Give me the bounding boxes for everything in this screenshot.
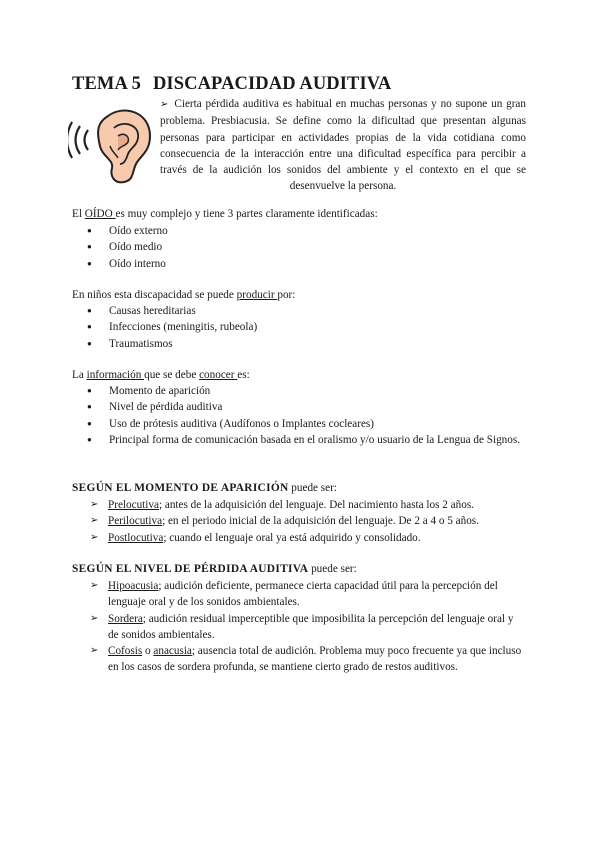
intro-text: Cierta pérdida auditiva es habitual en muchas personas y no supone un gran problema. Presbiacusia. Se define como la dificultad que presentan algunas personas para participar en actividades propias de la vida cotidiana como consecuencia de la interacción entre una dificultad específica para percibir a través de la audición los sonidos del ambiente y el contexto en el que se desenvuelve la persona. — [160, 98, 526, 193]
level-list — [90, 578, 526, 676]
list-item — [90, 578, 526, 611]
moment-heading — [72, 480, 337, 496]
list-item: ● Oído externo — [84, 223, 524, 239]
info-keyword-2: conocer — [199, 369, 238, 381]
list-item — [90, 530, 526, 546]
list-item — [90, 643, 526, 676]
ear-parts-pre: El — [72, 208, 85, 220]
arrow-bullet-icon: ➢ — [90, 580, 99, 591]
definition: ; audición deficiente, permanece cierta capacidad útil para la percepción del lenguaje oral y de los sonidos ambientales. — [108, 580, 498, 609]
moment-heading-text: SEGÚN EL MOMENTO DE APARICIÓN — [72, 482, 289, 494]
definition: ; en el periodo inicial de la adquisición del lenguaje. De 2 a 4 o 5 años. — [162, 515, 479, 528]
list-item: ● Momento de aparición — [84, 383, 524, 399]
arrow-bullet-icon: ➢ — [90, 515, 99, 527]
list-item: ● Causas hereditarias — [84, 303, 524, 319]
connector: o — [142, 645, 154, 658]
term: Sordera — [108, 612, 143, 625]
level-heading-text: SEGÚN EL NIVEL DE PÉRDIDA AUDITIVA — [72, 563, 309, 575]
term: anacusia — [153, 645, 192, 658]
info-post: es: — [237, 369, 250, 381]
arrow-bullet-icon: ➢ — [90, 531, 99, 543]
arrow-bullet-icon: ➢ — [160, 99, 169, 110]
title-number: TEMA 5 — [72, 74, 141, 94]
ear-parts-post: es muy complejo y tiene 3 partes claramente identificadas: — [115, 208, 378, 220]
ear-parts-list — [84, 223, 524, 272]
definition: ; ausencia total de audición. Problema muy poco frecuente ya que incluso en los casos de sordera profunda, se mantiene cierto grado de restos auditivos. — [108, 645, 522, 674]
causes-post: por: — [277, 289, 296, 301]
arrow-bullet-icon: ➢ — [90, 612, 99, 624]
causes-pre: En niños esta discapacidad se puede — [72, 289, 237, 301]
page-title — [72, 74, 391, 95]
ear-parts-intro — [72, 206, 532, 222]
info-pre: La — [72, 369, 87, 381]
ear-icon — [68, 106, 158, 184]
definition: ; antes de la adquisición del lenguaje. Del nacimiento hasta los 2 años. — [158, 499, 474, 511]
term: Perilocutiva — [108, 515, 163, 528]
info-intro — [72, 367, 532, 383]
list-item: ● Infecciones (meningitis, rubeola) — [84, 319, 524, 335]
moment-heading-suffix: puede ser: — [288, 482, 337, 494]
list-item: ● Uso de prótesis auditiva (Audífonos o Implantes cocleares) — [84, 416, 524, 432]
list-item — [90, 611, 526, 644]
info-mid: que se debe — [144, 369, 200, 381]
info-keyword-1: información — [86, 369, 145, 381]
term: Prelocutiva — [108, 499, 159, 511]
list-item: ● Nivel de pérdida auditiva — [84, 399, 524, 415]
list-item — [90, 513, 526, 529]
list-item: ● Oído medio — [84, 239, 524, 255]
ear-parts-keyword: OÍDO — [84, 208, 116, 220]
definition: ; cuando el lenguaje oral ya está adquirido y consolidado. — [163, 531, 421, 544]
intro-paragraph — [160, 96, 526, 195]
info-list — [84, 383, 524, 448]
causes-list — [84, 303, 524, 352]
term: Cofosis — [108, 645, 143, 658]
level-heading-suffix: puede ser: — [308, 563, 357, 575]
arrow-bullet-icon: ➢ — [90, 645, 99, 657]
term: Postlocutiva — [108, 531, 164, 544]
arrow-bullet-icon: ➢ — [90, 499, 99, 510]
list-item — [90, 497, 526, 513]
term: Hipoacusia — [108, 580, 159, 592]
list-item: ● Principal forma de comunicación basada en el oralismo y/o usuario de la Lengua de Signos. — [84, 432, 524, 448]
list-item: ● Oído interno — [84, 256, 524, 272]
level-heading — [72, 561, 357, 577]
moment-list — [90, 497, 526, 546]
title-text: DISCAPACIDAD AUDITIVA — [152, 74, 392, 94]
definition: ; audición residual imperceptible que imposibilita la percepción del lenguaje oral y de sonidos ambientales. — [108, 612, 514, 641]
causes-intro — [72, 287, 532, 303]
list-item: ● Traumatismos — [84, 336, 524, 352]
causes-keyword: producir — [236, 289, 278, 301]
